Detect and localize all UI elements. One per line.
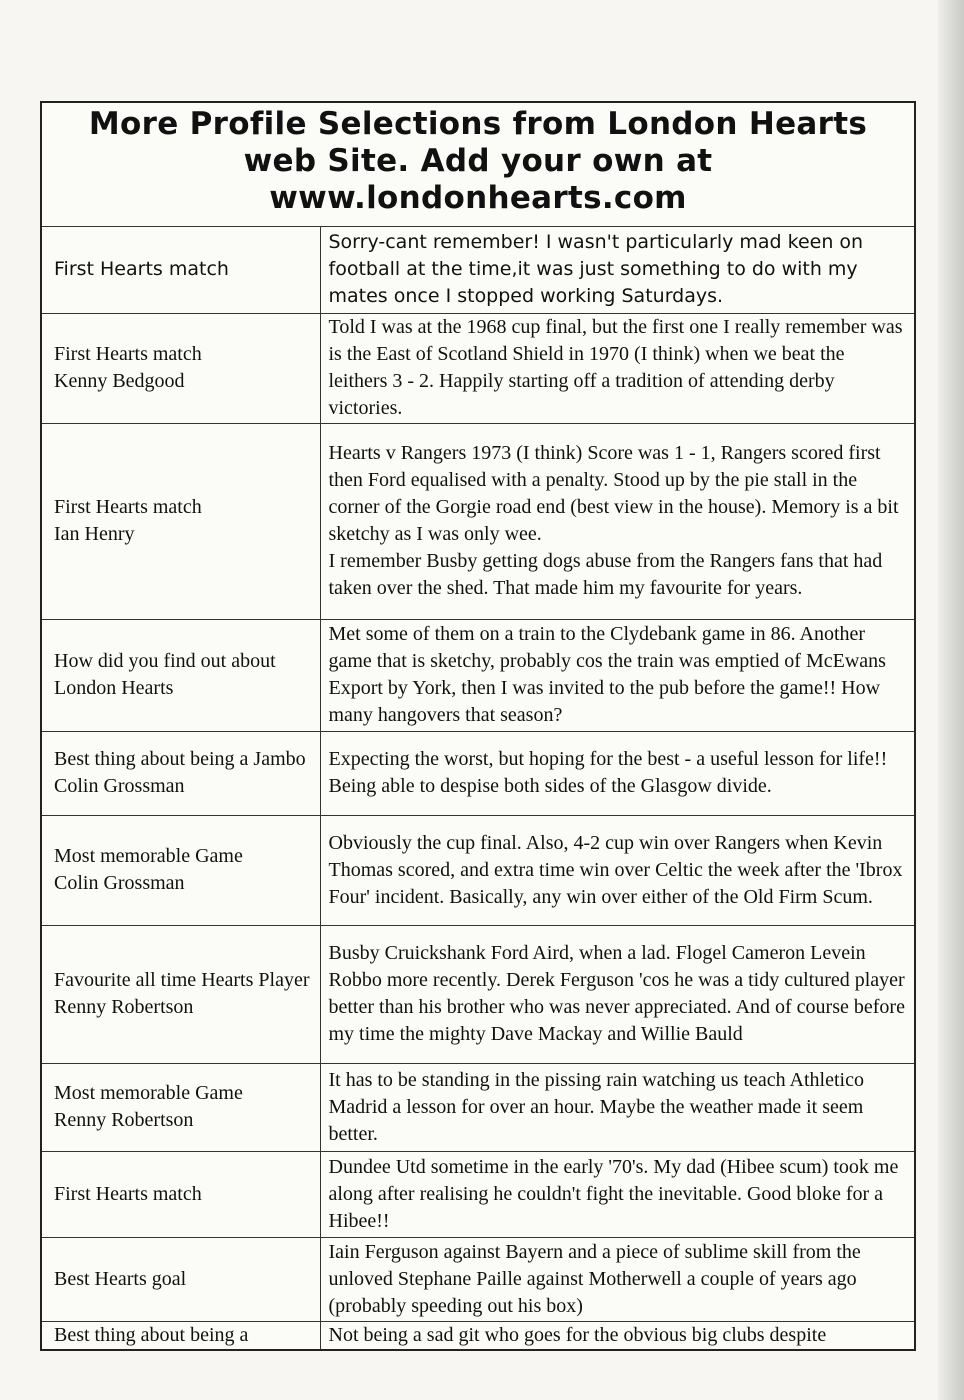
answer-text: Sorry-cant remember! I wasn't particularly mad keen on football at the time,it was just something to do with my mates once I stopped working Saturdays.: [328, 231, 864, 308]
answer-cell: [320, 1151, 914, 1237]
answer-cell: [320, 815, 914, 925]
question-text: First Hearts match: [54, 496, 202, 518]
author-name: Renny Robertson: [54, 1109, 194, 1131]
answer-text: Hearts v Rangers 1973 (I think) Score was 1 - 1, Rangers scored first then Ford equalised with a penalty. Stood up by the pie stall in the corner of the Gorgie road end (best view in the house). Memory is a bit sketchy as I was only wee.: [328, 442, 899, 545]
answer-cell: [320, 1237, 914, 1321]
question-text: Most memorable Game: [54, 1082, 243, 1104]
answer-text: Met some of them on a train to the Clydebank game in 86. Another game that is sketchy, probably cos the train was emptied of McEwans Export by York, then I was invited to the pub before the game!! How many hangovers that season?: [328, 623, 886, 726]
question-cell: [42, 619, 320, 731]
question-cell: [42, 815, 320, 925]
question-text: First Hearts match: [54, 1182, 202, 1205]
answer-text: Busby Cruickshank Ford Aird, when a lad. Flogel Cameron Levein Robbo more recently. Derek Ferguson 'cos he was a tidy cultured player better than his brother who was never appreciated. And of course before my time the mighty Dave Mackay and Willie Bauld: [328, 942, 905, 1045]
answer-cell: [320, 313, 914, 423]
question-text: Best thing about being a Jambo: [54, 748, 306, 770]
question-text: First Hearts match: [54, 258, 229, 281]
answer-text: Obviously the cup final. Also, 4-2 cup win over Rangers when Kevin Thomas scored, and extra time win over Celtic the week after the 'Ibrox Four' incident. Basically, any win over either of the Old Firm Scum.: [328, 831, 903, 908]
title-line-2: web Site. Add your own at: [243, 143, 713, 179]
author-name: Renny Robertson: [54, 996, 194, 1018]
author-name: Ian Henry: [54, 523, 135, 545]
question-cell: [42, 313, 320, 423]
table-row: [42, 619, 914, 731]
question-text: Favourite all time Hearts Player: [54, 969, 310, 991]
table-row: [42, 1321, 914, 1349]
question-cell: [42, 731, 320, 815]
answer-cell: [320, 1063, 914, 1151]
page-edge-shadow: [938, 0, 964, 1400]
answer-cell: [320, 1321, 914, 1349]
answer-cell: [320, 925, 914, 1063]
question-text: Most memorable Game: [54, 845, 243, 867]
question-cell: [42, 1063, 320, 1151]
table-row: [42, 731, 914, 815]
answer-text: Not being a sad git who goes for the obvious big clubs despite: [328, 1323, 827, 1346]
table-row: [42, 925, 914, 1063]
profile-table: [42, 227, 914, 1349]
author-name: Kenny Bedgood: [54, 370, 185, 392]
question-text: Best thing about being a: [54, 1323, 249, 1346]
table-row: [42, 423, 914, 619]
question-cell: [42, 1321, 320, 1349]
title-line-1: More Profile Selections from London Hearts: [88, 106, 868, 142]
table-row: [42, 815, 914, 925]
table-row: [42, 313, 914, 423]
page-title: [42, 103, 914, 227]
answer-cell: [320, 423, 914, 619]
answer-cell: [320, 731, 914, 815]
answer-cell: [320, 619, 914, 731]
table-row: [42, 1063, 914, 1151]
question-text: First Hearts match: [54, 343, 202, 365]
author-name: Colin Grossman: [54, 872, 185, 894]
table-row: [42, 227, 914, 313]
answer-text: Expecting the worst, but hoping for the best - a useful lesson for life!! Being able to despise both sides of the Glasgow divide.: [328, 748, 888, 797]
question-cell: [42, 1151, 320, 1237]
answer-cell: [320, 227, 914, 313]
question-cell: [42, 1237, 320, 1321]
answer-text: Iain Ferguson against Bayern and a piece of sublime skill from the unloved Stephane Paille against Motherwell a couple of years ago (probably speeding out his box): [328, 1240, 861, 1317]
answer-text: Dundee Utd sometime in the early '70's. My dad (Hibee scum) took me along after realising he couldn't fight the inevitable. Good bloke for a Hibee!!: [328, 1155, 899, 1232]
table-row: [42, 1237, 914, 1321]
question-text: Best Hearts goal: [54, 1267, 187, 1290]
question-cell: [42, 227, 320, 313]
profile-sheet: [40, 101, 916, 1351]
question-cell: [42, 423, 320, 619]
author-name: Colin Grossman: [54, 775, 185, 797]
question-text: How did you find out about London Hearts: [54, 650, 276, 699]
table-row: [42, 1151, 914, 1237]
answer-text: It has to be standing in the pissing rain watching us teach Athletico Madrid a lesson for over an hour. Maybe the weather made it seem better.: [328, 1068, 864, 1145]
answer-text: Told I was at the 1968 cup final, but the first one I really remember was is the East of Scotland Shield in 1970 (I think) when we beat the leithers 3 - 2. Happily starting off a tradition of attending derby victories.: [328, 316, 903, 419]
answer-text-continued: I remember Busby getting dogs abuse from the Rangers fans that had taken over the shed. That made him my favourite for years.: [328, 550, 883, 599]
question-cell: [42, 925, 320, 1063]
title-line-3: www.londonhearts.com: [269, 180, 687, 216]
